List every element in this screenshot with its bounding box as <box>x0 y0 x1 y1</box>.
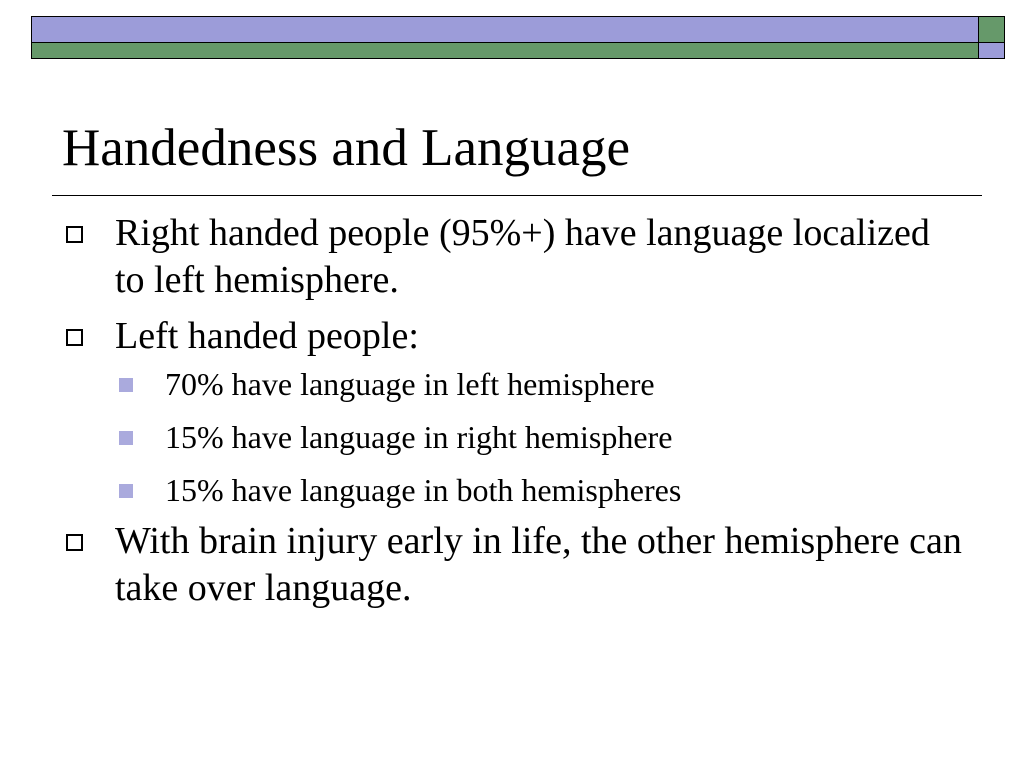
bullet-item <box>0 518 1024 612</box>
title-divider <box>52 195 982 196</box>
header-square-lavender <box>978 42 1005 59</box>
bullet-item <box>0 210 1024 304</box>
bullet-text: Right handed people (95%+) have language localized to left hemisphere. <box>115 212 930 301</box>
sub-bullet-text: 15% have language in both hemispheres <box>165 472 682 508</box>
sub-bullet-item <box>0 470 1024 510</box>
hollow-square-bullet-icon <box>66 226 83 243</box>
bullet-item <box>0 313 1024 360</box>
header-bar-green <box>31 42 979 59</box>
hollow-square-bullet-icon <box>66 534 83 551</box>
sub-bullet-text: 15% have language in right hemisphere <box>165 419 673 455</box>
hollow-square-bullet-icon <box>66 329 83 346</box>
bullet-list <box>0 210 1024 621</box>
bullet-text: Left handed people: <box>115 315 419 357</box>
bullet-text: With brain injury early in life, the other hemisphere can take over language. <box>115 520 962 609</box>
sub-bullet-item <box>0 417 1024 457</box>
filled-square-bullet-icon <box>119 484 133 498</box>
filled-square-bullet-icon <box>119 431 133 445</box>
sub-bullet-item <box>0 364 1024 404</box>
filled-square-bullet-icon <box>119 378 133 392</box>
sub-bullet-text: 70% have language in left hemisphere <box>165 366 655 402</box>
header-bar-lavender <box>31 16 979 43</box>
header-square-green <box>978 16 1005 43</box>
slide-title: Handedness and Language <box>62 119 631 177</box>
